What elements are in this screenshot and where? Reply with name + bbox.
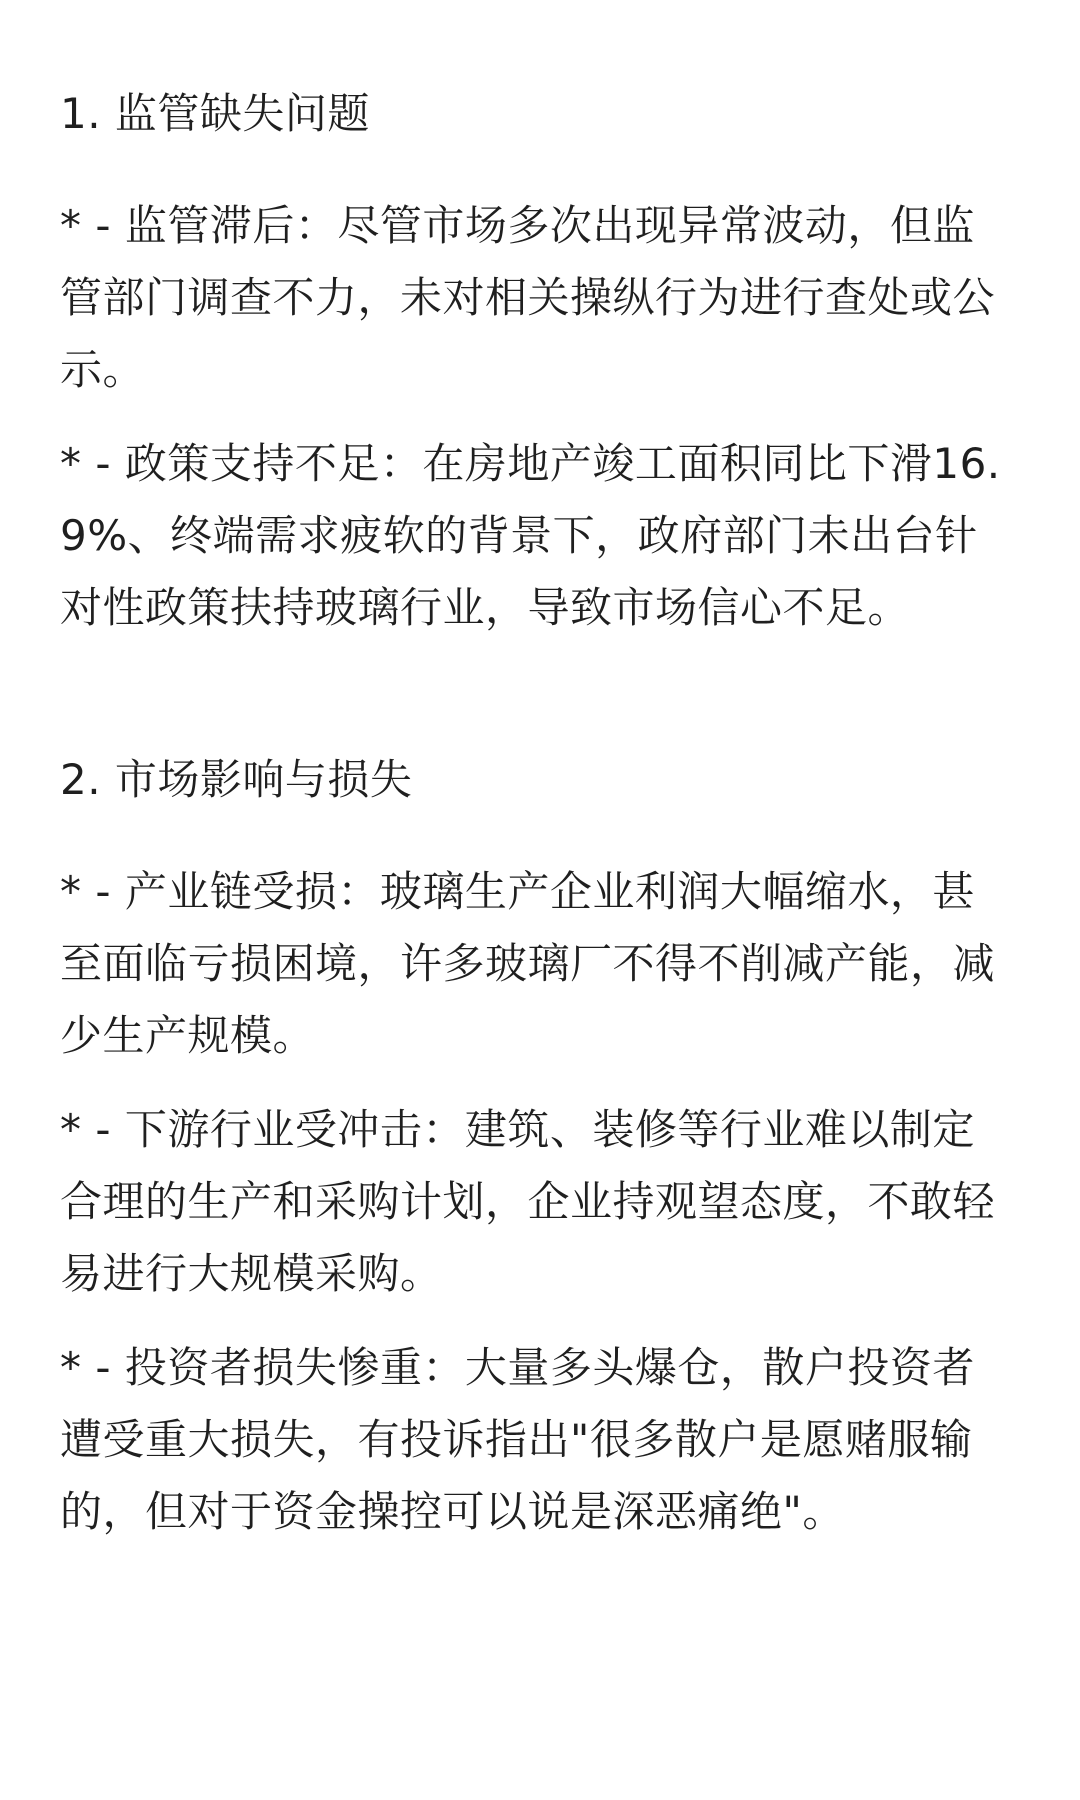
section-regulatory-gaps — [60, 78, 1020, 644]
section-heading: 1. 监管缺失问题 — [60, 89, 370, 138]
bullet-item: * - 产业链受损：玻璃生产企业利润大幅缩水，甚至面临亏损困境，许多玻璃厂不得不削减产能，减少生产规模。 — [60, 867, 996, 1060]
section-market-impact — [60, 744, 1020, 1548]
bullet-item: * - 投资者损失惨重：大量多头爆仓，散户投资者遭受重大损失，有投诉指出"很多散户是愿赌服输的，但对于资金操控可以说是深恶痛绝"。 — [60, 1343, 975, 1536]
bullet-item: * - 监管滞后：尽管市场多次出现异常波动，但监管部门调查不力，未对相关操纵行为进行查处或公示。 — [60, 201, 996, 394]
section-heading: 2. 市场影响与损失 — [60, 755, 413, 804]
bullet-item: * - 下游行业受冲击：建筑、装修等行业难以制定合理的生产和采购计划，企业持观望态度，不敢轻易进行大规模采购。 — [60, 1105, 996, 1298]
bullet-item: * - 政策支持不足：在房地产竣工面积同比下滑16.9%、终端需求疲软的背景下，政府部门未出台针对性政策扶持玻璃行业，导致市场信心不足。 — [60, 439, 1001, 632]
